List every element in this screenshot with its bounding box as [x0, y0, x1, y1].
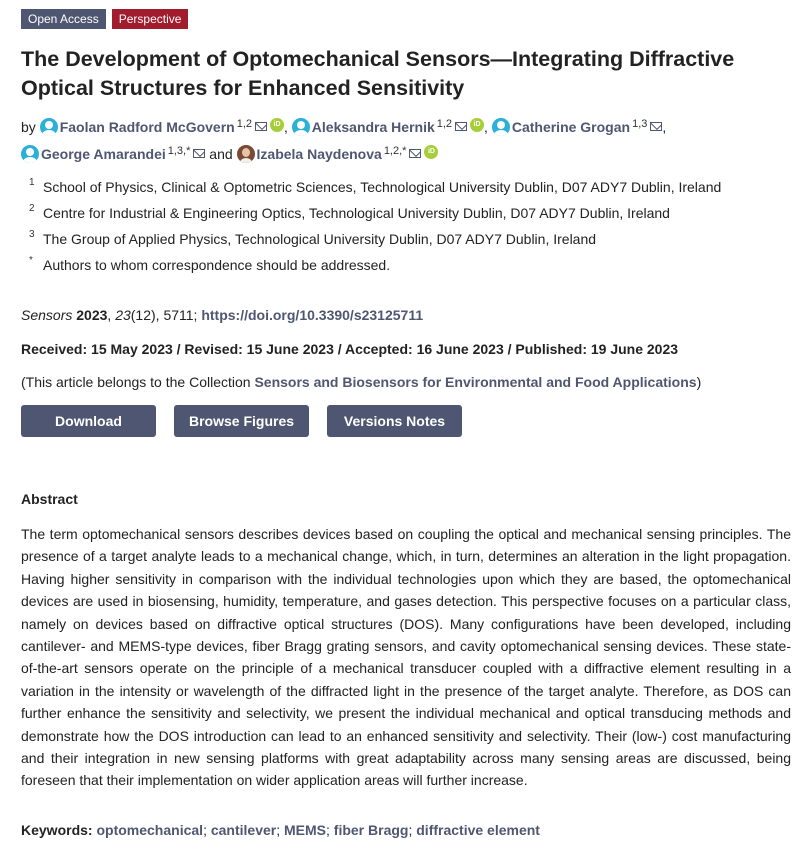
affiliation-item [29, 254, 789, 280]
keyword-link[interactable]: MEMS [284, 822, 326, 838]
citation-volume: 23 [115, 307, 131, 323]
author-name-link[interactable]: Izabela Naydenova [256, 146, 382, 162]
keyword-link[interactable]: cantilever [210, 822, 277, 838]
by-label: by [21, 119, 36, 135]
article-actions [21, 405, 462, 437]
author-item [40, 119, 292, 135]
affiliation-text: Authors to whom correspondence should be addressed. [43, 257, 391, 273]
author-affiliation-sup: 1,3 [632, 118, 648, 130]
affiliation-item [29, 176, 789, 202]
author-separator: , [484, 119, 488, 135]
and-label: and [209, 146, 233, 162]
doi-link[interactable]: https://doi.org/10.3390/s23125711 [201, 307, 424, 323]
author-name-link[interactable]: George Amarandei [41, 146, 166, 162]
author-name-link[interactable]: Faolan Radford McGovern [59, 119, 235, 135]
article-type-badge[interactable]: Perspective [112, 9, 189, 29]
person-icon [492, 118, 510, 136]
keywords-label: Keywords: [21, 822, 93, 838]
orcid-icon[interactable]: iD [270, 118, 284, 132]
person-icon [292, 118, 310, 136]
author-photo-icon [237, 145, 255, 163]
citation-issue: (12) [130, 307, 156, 323]
author-item [21, 146, 209, 162]
affiliation-number: 3 [29, 229, 35, 240]
email-icon[interactable] [650, 122, 662, 131]
abstract-heading: Abstract [21, 491, 78, 507]
orcid-icon[interactable]: iD [470, 118, 484, 132]
collection-link[interactable]: Sensors and Biosensors for Environmental and Food Applications [254, 374, 697, 390]
author-item [292, 119, 492, 135]
email-icon[interactable] [255, 122, 267, 131]
affiliation-number: * [29, 255, 33, 266]
author-separator: , [662, 119, 667, 135]
author-separator: , [284, 119, 288, 135]
keyword-link[interactable]: diffractive element [416, 822, 540, 838]
versions-notes-button[interactable]: Versions Notes [327, 405, 462, 437]
author-list [21, 112, 791, 166]
author-name-link[interactable]: Aleksandra Hernik [311, 119, 435, 135]
keyword-link[interactable]: fiber Bragg [333, 822, 409, 838]
affiliation-text: The Group of Applied Physics, Technological University Dublin, D07 ADY7 Dublin, Ireland [43, 231, 597, 247]
person-icon [40, 118, 58, 136]
author-name-link[interactable]: Catherine Grogan [511, 119, 631, 135]
collection-prefix: (This article belongs to the Collection [21, 374, 255, 390]
collection-suffix: ) [696, 374, 702, 390]
affiliation-item [29, 228, 789, 254]
person-icon [21, 145, 39, 163]
email-icon[interactable] [409, 149, 421, 158]
author-affiliation-sup: 1,2 [236, 118, 253, 130]
email-icon[interactable] [193, 149, 205, 158]
journal-name[interactable]: Sensors [21, 307, 73, 323]
affiliation-text: Centre for Industrial & Engineering Optics, Technological University Dublin, D07 ADY7 Dublin, Ireland [43, 205, 670, 221]
citation-pages: , 5711; [155, 307, 202, 323]
author-item [237, 146, 439, 162]
browse-figures-button[interactable]: Browse Figures [174, 405, 309, 437]
article-badges [21, 9, 188, 29]
keyword-link[interactable]: optomechanical [96, 822, 204, 838]
affiliation-number: 1 [29, 177, 35, 188]
collection-note [21, 372, 701, 392]
citation-year: 2023 [76, 307, 108, 323]
orcid-icon[interactable]: iD [424, 145, 438, 159]
affiliation-item [29, 202, 789, 228]
author-item [492, 119, 666, 135]
author-affiliation-sup: 1,2 [436, 118, 453, 130]
citation-line: Sensors 2023, 23(12), 5711; https://doi.org/10.3390/s23125711 [21, 307, 424, 323]
email-icon[interactable] [455, 122, 467, 131]
author-affiliation-sup: 1,3,* [167, 145, 191, 157]
abstract-text: The term optomechanical sensors describes devices based on coupling the optical and mechanical sensing principles. The presence of a target analyte leads to a mechanical change, which, in turn, determines an alteration in the light propagation. Having higher sensitivity in comparison with the individual technologies upon which they are based, the optomechanical devices are used in biosensing, humidity, temperature, and gases detection. This perspective focuses on a particular class, namely on devices based on diffractive optical structures (DOS). Many configurations have been developed, including cantilever- and MEMS-type devices, fiber Bragg grating sensors, and cavity optomechanical sensing devices. These state-of-the-art sensors operate on the principle of a mechanical transducer coupled with a diffractive element resulting in a variation in the intensity or wavelength of the diffracted light in the presence of the target analyte. Therefore, as DOS can further enhance the sensitivity and selectivity, we present the individual mechanical and optical transducing methods and demonstrate how the DOS introduction can lead to an enhanced sensitivity and selectivity. Their (low-) cost manufacturing and their integration in new sensing platforms with great adaptability across many sensing areas are discussed, being foreseen that their implementation on wider application areas will further increase. [21, 526, 791, 789]
keywords-line: Keywords: optomechanical; cantilever; MEMS; fiber Bragg; diffractive element [21, 822, 540, 838]
article-title: The Development of Optomechanical Sensors—Integrating Diffractive Optical Structures for Enhanced Sensitivity [21, 47, 735, 100]
author-affiliation-sup: 1,2,* [383, 145, 407, 157]
download-button[interactable]: Download [21, 405, 156, 437]
open-access-badge[interactable]: Open Access [21, 9, 106, 29]
publication-dates: Received: 15 May 2023 / Revised: 15 June 2023 / Accepted: 16 June 2023 / Published: 19 June 2023 [21, 341, 679, 357]
affiliation-text: School of Physics, Clinical & Optometric Sciences, Technological University Dublin, D07 ADY7 Dublin, Ireland [43, 179, 722, 195]
affiliation-number: 2 [29, 203, 35, 214]
affiliation-list [29, 176, 789, 280]
